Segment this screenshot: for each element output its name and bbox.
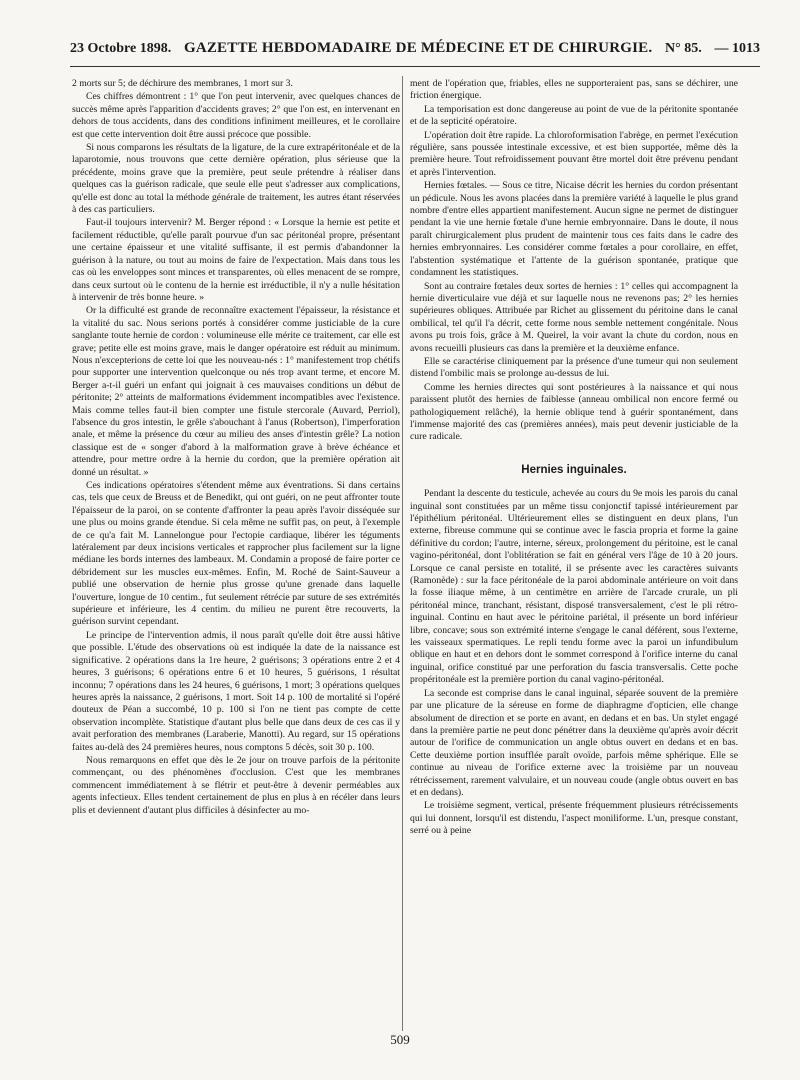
header-rule — [70, 66, 760, 67]
paragraph: Si nous comparons les résultats de la ligature, de la cure extrapéritonéale et de la laparotomie, nous trouvons que cette dernière opération, plus sérieuse que la précédente, moins grave que la première, peut seule prétendre à réaliser dans quelques cas la guérison radicale, que seule elle peut s'adresser aux complications, qu'elle est donc au total la méthode générale de traitement, les autres étant réservées à des cas particuliers. — [72, 142, 400, 216]
header-journal-title: GAZETTE HEBDOMADAIRE DE MÉDECINE ET DE CHIRURGIE. — [183, 40, 653, 56]
paragraph: Ces chiffres démontrent : 1° que l'on peut intervenir, avec quelques chances de succès même après l'apparition d'accidents graves; 2° que l'on est, en intervenant en dehors de tous accidents, dans des conditions infiniment meilleures, et le corollaire est que cette intervention doit être aussi précoce que possible. — [72, 91, 400, 140]
paragraph: Elle se caractérise cliniquement par la présence d'une tumeur qui non seulement distend l'ombilic mais se prolonge au-dessus de lui. — [410, 355, 738, 380]
paragraph: Pendant la descente du testicule, achevée au cours du 9e mois les parois du canal inguinal sont constituées par un même tissu conjonctif tapissé intérieurement par l'épithélium péritonéal. Ultérieurement elles se distinguent en deux plans, l'un externe, fibreuse commune qui se continue avec le fascia propria et forme la gaine définitive du cordon; l'autre, interne, séreux, prolongement du péritoine, est le canal vagino-péritonéal, dont l'oblitération se fait en général vers l'âge de 10 à 20 jours. Lorsque ce canal persiste en totalité, il se présente avec les caractères suivants (Ramonède) : sur la face péritonéale de la paroi abdominale antérieure on voit dans la fosse iliaque même, à un centimètre en arrière de l'arcade crurale, un pli péritonéal mince, tranchant, résistant, disposé transversalement, c'est le pli rétro-inguinal. Continu en haut avec le péritoine pariétal, il présente un bord inférieur libre, concave; sous son extrémité interne s'engage le canal déférent, sous l'externe, les vaisseaux spermatiques. Le repli tendu forme avec la paroi un infundibulum oblique en haut et en dehors dont le sommet correspond à l'orifice interne du canal inguinal, orifice constitué par une perforation du fascia transversalis. Cette poche propéritonéale est la première portion du canal vagino-péritonéal. — [410, 488, 738, 686]
column-divider — [402, 76, 403, 1031]
paragraph: Nous remarquons en effet que dès le 2e jour on trouve parfois de la péritonite commençant, ou des phénomènes d'occlusion. C'est que les membranes commencent immédiatement à se flétrir et peut-être à devenir perméables aux agents infectieux. Elles tendent certainement de plus en plus à en récéler dans leurs plis et deviennent d'autant plus difficiles à désinfecter au mo- — [72, 754, 400, 816]
paragraph: Ces indications opératoires s'étendent même aux éventrations. Si dans certains cas, tels que ceux de Breuss et de Benedikt, qui ont guéri, on ne peut affronter toute l'épaisseur de la paroi, on se contente d'affronter la peau après l'avoir disséquée sur une plus ou moins grande étendue. Si cela même ne suffit pas, on peut, à l'exemple de ce qu'a fait M. Lannelongue pour l'ectopie cardiaque, libérer les téguments latéralement par deux incisions verticales et rapprocher plus facilement sur la ligne médiane les bords internes des lambeaux. M. Condamin a proposé de faire porter ce débridement sur les muscles eux-mêmes. Enfin, M. Roché de Saint-Sauveur a publié une observation de hernie plus grosse qu'une grenade dans laquelle l'ouverture, longue de 10 centim., fut seulement rétrécie par suture de ses extrémités supérieure et inférieure, les 4 centim. du milieu ne purent être recouverts, la guérison survint cependant. — [72, 480, 400, 628]
paragraph: L'opération doit être rapide. La chloroformisation l'abrège, en permet l'exécution régulière, sans poussée intestinale excessive, et est bien supportée, même dès la première heure. Tout refroidissement pouvant être mortel doit être prévenu pendant et après l'intervention. — [410, 129, 738, 178]
running-header — [70, 40, 760, 62]
paragraph: La seconde est comprise dans le canal inguinal, séparée souvent de la première par une plicature de la séreuse en forme de diaphragme d'opticien, elle change absolument de direction et se porte en avant, en dedans et en bas. Un stylet engagé dans la première partie ne peut donc pénétrer dans la deuxième qu'après avoir décrit autour de l'orifice de communication un angle obtus ouvert en dedans et en bas. Cette deuxième portion insufflée paraît ovoïde, parfois même sphérique. Elle se continue au niveau de l'orifice externe avec la troisième par un nouveau rétrécissement, rarement valvulaire, et un nouveau coude (angle obtus ouvert en bas et en dedans). — [410, 687, 738, 798]
paragraph: Hernies fœtales. — Sous ce titre, Nicaise décrit les hernies du cordon présentant un pédicule. Nous les avons placées dans la première variété à laquelle le plus grand nombre d'entre elles appartient manifestement. Aucun signe ne permet de distinguer pendant la vie une hernie fœtale d'une hernie embryonnaire. Dans le doute, il nous paraît chirurgicalement plus prudent de maintenir tous ces faits dans le cadre des hernies embryonnaires. Les considérer comme fœtales a pour corollaire, en effet, l'abstention systématique et l'attente de la guérison spontanée, pratique que condamnent les statistiques. — [410, 180, 738, 279]
paragraph: Sont au contraire fœtales deux sortes de hernies : 1° celles qui accompagnent la hernie diverticulaire vue déjà et sur laquelle nous ne revenons pas; 2° les hernies supérieures obliques. Attribuée par Richet au glissement du péritoine dans le canal ombilical, tel qu'il l'a décrit, cette forme nous semble nettement congénitale. Nous avons pu trois fois, grâce à M. Queirel, la voir avant la chute du cordon, nous en avons recueilli plusieurs cas dans la première et la deuxième enfance. — [410, 280, 738, 354]
paragraph: Comme les hernies directes qui sont postérieures à la naissance et qui nous paraissent plutôt des hernies de faiblesse (anneau ombilical non encore fermé ou pathologiquement relâché), la hernie oblique tend à guérir spontanément, dans l'immense majorité des cas (premières années), mais peut devenir justiciable de la cure radicale. — [410, 381, 738, 443]
paragraph: Faut-il toujours intervenir? M. Berger répond : « Lorsque la hernie est petite et facilement réductible, qu'elle paraît pourvue d'un sac péritonéal propre, présentant une certaine épaisseur et une vitalité suffisante, il est permis d'abandonner la guérison à la nature, ou tout au moins de faire de l'expectation. Mais dans tous les cas où les enveloppes sont minces et transparentes, où elles menacent de se rompre, dans ceux surtout où le contenu de la hernie est irréductible, il n'y a nulle hésitation à intervenir de très bonne heure. » — [72, 217, 400, 303]
header-page-number: — 1013 — [714, 41, 760, 56]
right-column — [410, 78, 738, 1040]
paragraph: Le troisième segment, vertical, présente fréquemment plusieurs rétrécissements qui lui donnent, lorsqu'il est distendu, l'aspect moniliforme. L'un, presque constant, serré ou à peine — [410, 800, 738, 837]
section-heading: Hernies inguinales. — [521, 463, 627, 476]
paragraph: ment de l'opération que, friables, elles ne supporteraient pas, sans se déchirer, une friction énergique. — [410, 78, 738, 102]
left-column — [72, 78, 400, 1040]
paragraph: La temporisation est donc dangereuse au point de vue de la péritonite spontanée et de la septicité opératoire. — [410, 103, 738, 128]
folio-number: 509 — [390, 1032, 410, 1047]
paragraph: 2 morts sur 5; de déchirure des membranes, 1 mort sur 3. — [72, 78, 293, 89]
header-date: 23 Octobre 1898. — [70, 41, 172, 56]
paragraph: Or la difficulté est grande de reconnaître exactement l'épaisseur, la résistance et la vitalité du sac. Nous serions portés à considérer comme justiciable de la cure sanglante toute hernie de cordon : volumineuse elle mérite ce traitement, car elle est grave; petite elle est moins grave, mais le danger opératoire est réduit au minimum. Nous n'excepterions de cette loi que les nouveau-nés : 1° manifestement trop chétifs pour supporter une intervention quelconque ou nés trop avant terme, et encore M. Berger a-t-il guéri un enfant qui joignait à ces mauvaises conditions un début de péritonite; 2° atteints de malformations évidemment incompatibles avec l'existence. Mais comme telles faut-il bien compter une fistule stercorale (Auvard, Perriol), l'absence du gros intestin, le grêle s'abouchant à l'anus (Robertson), l'imperforation anale, et même la présence du cœur au milieu des anses d'intestin grêle? La notion classique est de « songer d'abord à la malformation grave à brève échéance et attendre, pour mettre ordre à la hernie du cordon, que la première opération ait donné un résultat. » — [72, 305, 400, 478]
paragraph: Le principe de l'intervention admis, il nous paraît qu'elle doit être aussi hâtive que possible. L'étude des observations où est indiquée la date de la naissance est significative. 2 opérations dans la 1re heure, 2 guérisons; 3 opérations entre 2 et 4 heures, 3 guérisons; 6 opérations entre 6 et 10 heures, 5 guérisons, 1 résultat inconnu; 7 opérations dans les 24 heures, 6 guérisons, 1 mort; 3 opérations quelques heures après la naissance, 2 guérisons, 1 mort. Soit 14 p. 100 de mortalité si l'opéré douteux de Péan a succombé, 10 p. 100 si l'on ne tient pas compte de cette observation incomplète. Statistique d'autant plus belle que dans deux de ces cas il y avait perforation des membranes (Laraberie, Manotti). Au regard, sur 15 opérations faites au-delà des 24 premières heures, nous comptons 5 décès, soit 30 p. 100. — [72, 629, 400, 753]
header-issue: N° 85. — [665, 41, 702, 56]
